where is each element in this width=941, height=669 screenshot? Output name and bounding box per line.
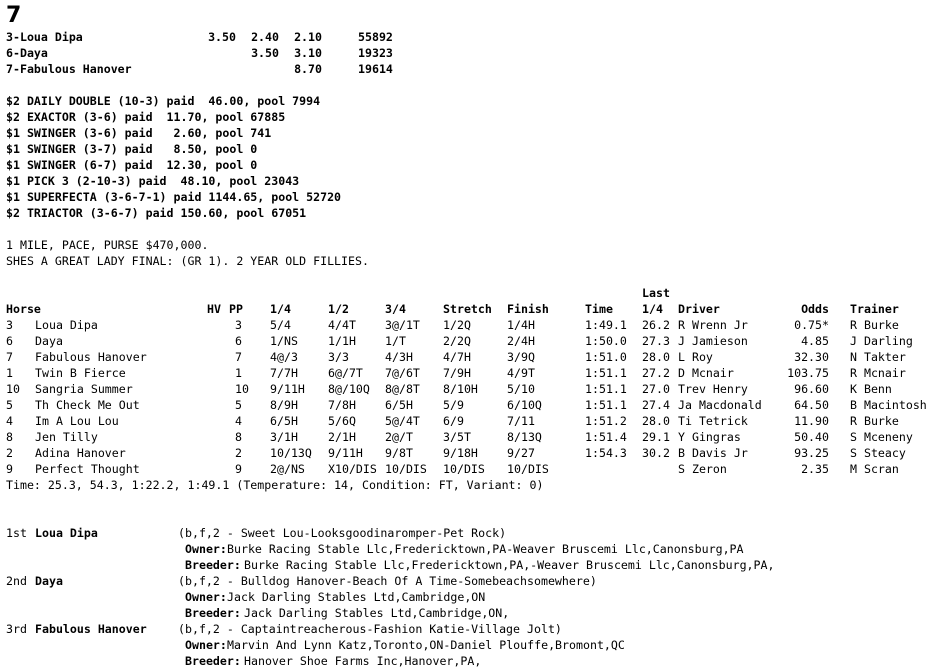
top-finisher-pool: 55892	[358, 30, 393, 44]
table-header-quarter: 1/4	[270, 302, 291, 316]
row-three-quarter: 2@/T	[385, 430, 413, 444]
row-trainer: R Burke	[850, 318, 899, 332]
row-last-quarter: 29.1	[642, 430, 670, 444]
row-odds: 11.90	[794, 414, 829, 428]
row-time: 1:51.2	[585, 414, 627, 428]
row-stretch: 9/18H	[443, 446, 478, 460]
row-last-quarter: 28.0	[642, 350, 670, 364]
table-header-three-quarter: 3/4	[385, 302, 406, 316]
row-half: X10/DIS	[328, 462, 377, 476]
row-post-position: 2	[235, 446, 242, 460]
row-last-quarter: 30.2	[642, 446, 670, 460]
row-program-number: 6	[6, 334, 13, 348]
row-program-number: 2	[6, 446, 13, 460]
row-quarter: 7/7H	[270, 366, 298, 380]
row-program-number: 1	[6, 366, 13, 380]
table-header-stretch: Stretch	[443, 302, 492, 316]
row-quarter: 6/5H	[270, 414, 298, 428]
breeder-value: Burke Racing Stable Llc,Fredericktown,PA,-Weaver Bruscemi Llc,Canonsburg,PA,	[244, 558, 775, 572]
table-header-last-quarter: 1/4	[642, 302, 663, 316]
row-horse: Loua Dipa	[35, 318, 98, 332]
row-stretch: 5/9	[443, 398, 464, 412]
top-finisher-horse: 7-Fabulous Hanover	[6, 62, 132, 76]
exotic-wager-line: $2 DAILY DOUBLE (10-3) paid 46.00, pool 7994	[6, 94, 321, 108]
row-odds: 32.30	[794, 350, 829, 364]
exotic-wager-line: $1 PICK 3 (2-10-3) paid 48.10, pool 23043	[6, 174, 300, 188]
row-stretch: 3/5T	[443, 430, 471, 444]
row-program-number: 7	[6, 350, 13, 364]
row-program-number: 3	[6, 318, 13, 332]
row-horse: Daya	[35, 334, 63, 348]
top-finisher-pool: 19323	[358, 46, 393, 60]
row-horse: Twin B Fierce	[35, 366, 126, 380]
table-header-time: Time	[585, 302, 613, 316]
table-header-odds: Odds	[801, 302, 829, 316]
owner-value: Marvin And Lynn Katz,Toronto,ON-Daniel Plouffe,Bromont,QC	[227, 638, 625, 652]
row-three-quarter: 1/T	[385, 334, 406, 348]
row-post-position: 3	[235, 318, 242, 332]
top-finisher-place: 3.50	[251, 46, 279, 60]
row-half: 1/1H	[328, 334, 356, 348]
breeder-label: Breeder:	[185, 606, 241, 620]
row-program-number: 9	[6, 462, 13, 476]
row-driver: J Jamieson	[678, 334, 748, 348]
row-odds: 103.75	[787, 366, 829, 380]
row-finish: 4/9T	[507, 366, 535, 380]
row-horse: Fabulous Hanover	[35, 350, 147, 364]
row-last-quarter: 26.2	[642, 318, 670, 332]
row-post-position: 9	[235, 462, 242, 476]
row-three-quarter: 8@/8T	[385, 382, 420, 396]
row-trainer: R Burke	[850, 414, 899, 428]
row-last-quarter: 27.0	[642, 382, 670, 396]
row-post-position: 5	[235, 398, 242, 412]
row-driver: S Zeron	[678, 462, 727, 476]
table-header-trainer: Trainer	[850, 302, 899, 316]
row-program-number: 5	[6, 398, 13, 412]
row-trainer: N Takter	[850, 350, 906, 364]
breeding-pedigree: (b,f,2 - Sweet Lou-Looksgoodinaromper-Pet Rock)	[178, 526, 507, 540]
row-finish: 8/13Q	[507, 430, 542, 444]
exotic-wager-line: $1 SWINGER (6-7) paid 12.30, pool 0	[6, 158, 258, 172]
row-finish: 5/10	[507, 382, 535, 396]
row-time: 1:51.0	[585, 350, 627, 364]
row-driver: Y Gingras	[678, 430, 741, 444]
row-three-quarter: 7@/6T	[385, 366, 420, 380]
exotic-wager-line: $1 SUPERFECTA (3-6-7-1) paid 1144.65, pool 52720	[6, 190, 342, 204]
row-program-number: 4	[6, 414, 13, 428]
row-driver: D Mcnair	[678, 366, 734, 380]
top-finisher-win: 3.50	[208, 30, 236, 44]
table-header-driver: Driver	[678, 302, 720, 316]
breeder-label: Breeder:	[185, 558, 241, 572]
owner-value: Jack Darling Stables Ltd,Cambridge,ON	[227, 590, 486, 604]
exotic-wager-line: $2 EXACTOR (3-6) paid 11.70, pool 67885	[6, 110, 286, 124]
row-post-position: 10	[235, 382, 249, 396]
row-time: 1:49.1	[585, 318, 627, 332]
row-driver: Ja Macdonald	[678, 398, 762, 412]
table-header-hv: HV	[207, 302, 221, 316]
row-quarter: 1/NS	[270, 334, 298, 348]
row-half: 2/1H	[328, 430, 356, 444]
row-driver: Ti Tetrick	[678, 414, 748, 428]
row-post-position: 7	[235, 350, 242, 364]
row-time: 1:51.1	[585, 366, 627, 380]
row-half: 7/8H	[328, 398, 356, 412]
top-finisher-place: 2.40	[251, 30, 279, 44]
row-finish: 7/11	[507, 414, 535, 428]
owner-label: Owner:	[185, 542, 227, 556]
owner-value: Burke Racing Stable Llc,Fredericktown,PA-Weaver Bruscemi Llc,Canonsburg,PA	[227, 542, 744, 556]
table-header-pp: PP	[229, 302, 243, 316]
row-stretch: 6/9	[443, 414, 464, 428]
row-post-position: 1	[235, 366, 242, 380]
row-three-quarter: 4/3H	[385, 350, 413, 364]
row-trainer: J Darling	[850, 334, 913, 348]
row-post-position: 4	[235, 414, 242, 428]
row-trainer: K Benn	[850, 382, 892, 396]
row-time: 1:54.3	[585, 446, 627, 460]
row-half: 3/3	[328, 350, 349, 364]
race-info-line: 1 MILE, PACE, PURSE $470,000.	[6, 238, 209, 252]
race-info-line: SHES A GREAT LADY FINAL: (GR 1). 2 YEAR OLD FILLIES.	[6, 254, 369, 268]
row-half: 8@/10Q	[328, 382, 370, 396]
row-odds: 50.40	[794, 430, 829, 444]
row-half: 5/6Q	[328, 414, 356, 428]
row-last-quarter: 27.3	[642, 334, 670, 348]
row-driver: B Davis Jr	[678, 446, 748, 460]
row-odds: 2.35	[801, 462, 829, 476]
row-horse: Jen Tilly	[35, 430, 98, 444]
exotic-wager-line: $1 SWINGER (3-6) paid 2.60, pool 741	[6, 126, 272, 140]
row-stretch: 10/DIS	[443, 462, 485, 476]
row-finish: 1/4H	[507, 318, 535, 332]
row-quarter: 9/11H	[270, 382, 305, 396]
row-stretch: 4/7H	[443, 350, 471, 364]
row-odds: 64.50	[794, 398, 829, 412]
row-stretch: 7/9H	[443, 366, 471, 380]
breeding-horse: Fabulous Hanover	[35, 622, 147, 636]
top-finisher-pool: 19614	[358, 62, 393, 76]
row-last-quarter: 27.4	[642, 398, 670, 412]
row-three-quarter: 10/DIS	[385, 462, 427, 476]
row-trainer: S Mceneny	[850, 430, 913, 444]
row-driver: Trev Henry	[678, 382, 748, 396]
row-program-number: 10	[6, 382, 20, 396]
row-finish: 9/27	[507, 446, 535, 460]
row-program-number: 8	[6, 430, 13, 444]
row-quarter: 3/1H	[270, 430, 298, 444]
row-stretch: 8/10H	[443, 382, 478, 396]
row-time: 1:51.1	[585, 382, 627, 396]
breeding-place: 3rd	[6, 622, 27, 636]
row-stretch: 2/2Q	[443, 334, 471, 348]
top-finisher-show: 8.70	[294, 62, 322, 76]
row-time: 1:50.0	[585, 334, 627, 348]
row-odds: 96.60	[794, 382, 829, 396]
exotic-wager-line: $2 TRIACTOR (3-6-7) paid 150.60, pool 67051	[6, 206, 307, 220]
row-time: 1:51.4	[585, 430, 627, 444]
row-odds: 4.85	[801, 334, 829, 348]
row-quarter: 4@/3	[270, 350, 298, 364]
row-quarter: 2@/NS	[270, 462, 305, 476]
breeder-value: Jack Darling Stables Ltd,Cambridge,ON,	[244, 606, 510, 620]
row-half: 9/11H	[328, 446, 363, 460]
row-three-quarter: 6/5H	[385, 398, 413, 412]
row-horse: Adina Hanover	[35, 446, 126, 460]
row-trainer: B Macintosh	[850, 398, 927, 412]
row-driver: R Wrenn Jr	[678, 318, 748, 332]
row-time: 1:51.1	[585, 398, 627, 412]
row-quarter: 10/13Q	[270, 446, 312, 460]
row-quarter: 5/4	[270, 318, 291, 332]
row-post-position: 8	[235, 430, 242, 444]
top-finisher-show: 2.10	[294, 30, 322, 44]
row-finish: 3/9Q	[507, 350, 535, 364]
row-finish: 10/DIS	[507, 462, 549, 476]
row-odds: 93.25	[794, 446, 829, 460]
row-last-quarter: 28.0	[642, 414, 670, 428]
row-trainer: R Mcnair	[850, 366, 906, 380]
table-header-half: 1/2	[328, 302, 349, 316]
row-horse: Sangria Summer	[35, 382, 133, 396]
row-finish: 6/10Q	[507, 398, 542, 412]
table-header-horse: Horse	[6, 302, 41, 316]
owner-label: Owner:	[185, 638, 227, 652]
row-finish: 2/4H	[507, 334, 535, 348]
breeder-value: Hanover Shoe Farms Inc,Hanover,PA,	[244, 654, 482, 668]
top-finisher-show: 3.10	[294, 46, 322, 60]
row-last-quarter: 27.2	[642, 366, 670, 380]
row-horse: Im A Lou Lou	[35, 414, 119, 428]
breeding-horse: Daya	[35, 574, 63, 588]
top-finisher-horse: 6-Daya	[6, 46, 48, 60]
breeding-pedigree: (b,f,2 - Bulldog Hanover-Beach Of A Time-Somebeachsomewhere)	[178, 574, 597, 588]
row-three-quarter: 9/8T	[385, 446, 413, 460]
top-finisher-horse: 3-Loua Dipa	[6, 30, 83, 44]
row-three-quarter: 5@/4T	[385, 414, 420, 428]
breeding-place: 2nd	[6, 574, 27, 588]
breeding-pedigree: (b,f,2 - Captaintreacherous-Fashion Katie-Village Jolt)	[178, 622, 562, 636]
race-number: 7	[6, 3, 22, 28]
row-three-quarter: 3@/1T	[385, 318, 420, 332]
breeder-label: Breeder:	[185, 654, 241, 668]
race-time-line: Time: 25.3, 54.3, 1:22.2, 1:49.1 (Temperature: 14, Condition: FT, Variant: 0)	[6, 478, 544, 492]
breeding-place: 1st	[6, 526, 27, 540]
row-quarter: 8/9H	[270, 398, 298, 412]
row-odds: 0.75*	[794, 318, 829, 332]
row-trainer: M Scran	[850, 462, 899, 476]
table-header-last: Last	[642, 286, 670, 300]
table-header-finish: Finish	[507, 302, 549, 316]
breeding-horse: Loua Dipa	[35, 526, 98, 540]
row-horse: Th Check Me Out	[35, 398, 140, 412]
row-half: 6@/7T	[328, 366, 363, 380]
row-stretch: 1/2Q	[443, 318, 471, 332]
owner-label: Owner:	[185, 590, 227, 604]
row-trainer: S Steacy	[850, 446, 906, 460]
row-driver: L Roy	[678, 350, 713, 364]
row-horse: Perfect Thought	[35, 462, 140, 476]
exotic-wager-line: $1 SWINGER (3-7) paid 8.50, pool 0	[6, 142, 258, 156]
row-half: 4/4T	[328, 318, 356, 332]
row-post-position: 6	[235, 334, 242, 348]
